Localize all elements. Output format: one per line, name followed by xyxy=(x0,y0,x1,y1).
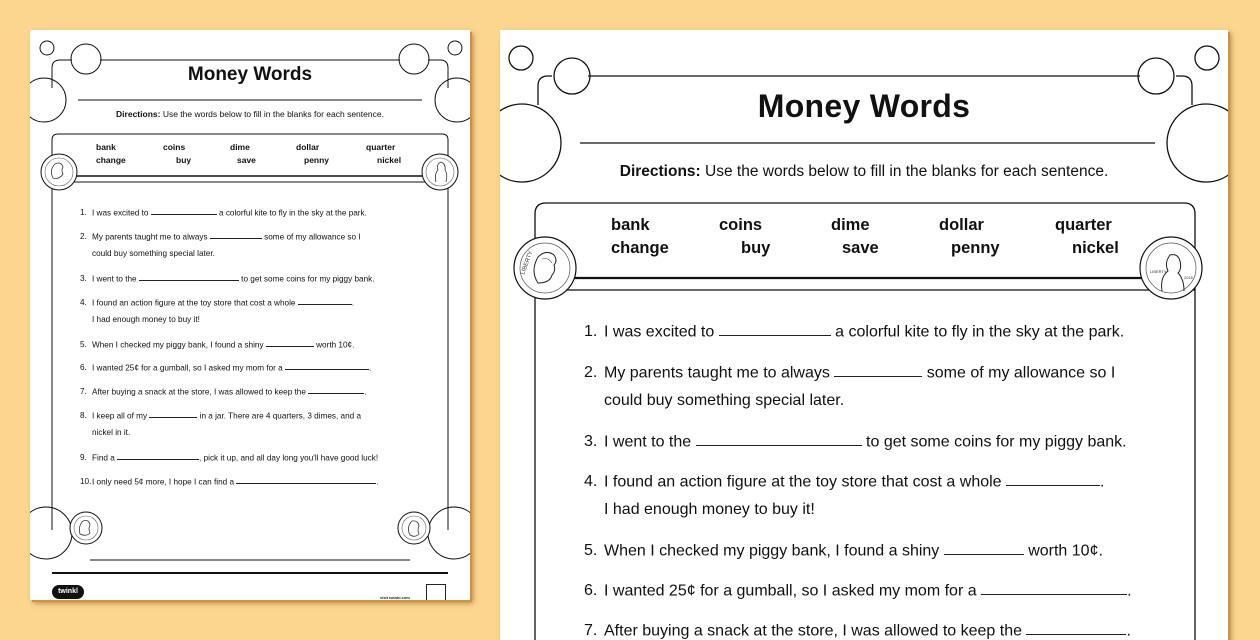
answer-blank[interactable] xyxy=(151,207,217,215)
answer-blank[interactable] xyxy=(210,231,262,239)
sentence-2-continuation: could buy something special later. xyxy=(92,249,215,258)
answer-blank[interactable] xyxy=(834,362,922,377)
sentence-4-continuation: I had enough money to buy it! xyxy=(92,315,200,324)
word-bank-item: dollar xyxy=(939,216,984,234)
worksheet-thumbnail xyxy=(30,30,470,600)
word-bank-item: buy xyxy=(176,155,192,165)
sentence-1: 1. I was excited to a colorful kite to fly in the sky at the park. xyxy=(80,208,367,218)
dime-coin-icon xyxy=(512,235,578,301)
word-bank-item: quarter xyxy=(366,142,396,152)
answer-blank[interactable] xyxy=(149,410,197,418)
quarter-coin-icon xyxy=(396,510,432,546)
directions-text: Directions: Use the words below to fill in the blanks for each sentence. xyxy=(619,163,1109,180)
word-bank-item: nickel xyxy=(377,155,402,165)
word-bank-item: save xyxy=(237,155,256,165)
word-bank-item: penny xyxy=(951,239,1000,257)
answer-blank[interactable] xyxy=(117,452,199,460)
nickel-coin-icon xyxy=(68,510,104,546)
word-bank-item: change xyxy=(96,155,126,165)
word-bank-item: penny xyxy=(304,155,330,165)
directions-text: Directions: Use the words below to fill in the blanks for each sentence. xyxy=(116,109,384,119)
sentence-8: 8. I keep all of my in a jar. There are 4 quarters, 3 dimes, and a xyxy=(80,411,362,421)
sentence-8-continuation: nickel in it. xyxy=(92,428,131,437)
sentence-10: 10.I only need 5¢ more, I hope I can find a . xyxy=(80,477,379,487)
sentence-5: 5. When I checked my piggy bank, I found a shiny worth 10¢. xyxy=(584,540,1103,560)
answer-blank[interactable] xyxy=(1026,620,1126,635)
svg-text:LIBERTY: LIBERTY xyxy=(1150,269,1167,274)
word-bank-item: quarter xyxy=(1055,216,1112,234)
answer-blank[interactable] xyxy=(696,431,862,446)
answer-blank[interactable] xyxy=(719,321,831,336)
answer-blank[interactable] xyxy=(139,273,239,281)
worksheet-title: Money Words xyxy=(187,64,313,85)
word-bank-item: coins xyxy=(163,142,186,152)
word-bank-item: bank xyxy=(96,142,116,152)
sentence-7: 7. After buying a snack at the store, I was allowed to keep the . xyxy=(80,387,367,397)
sentence-9: 9. Find a , pick it up, and all day long you'll have good luck! xyxy=(80,453,379,463)
sentence-2: 2. My parents taught me to always some of my allowance so I xyxy=(584,362,1115,382)
quality-badge-icon xyxy=(426,584,446,600)
answer-blank[interactable] xyxy=(298,297,352,305)
word-bank-item: bank xyxy=(611,216,650,234)
word-bank-item: save xyxy=(842,239,879,257)
word-bank-item: dime xyxy=(230,142,250,152)
sentence-4: 4. I found an action figure at the toy store that cost a whole . xyxy=(584,471,1104,491)
sentence-4: 4. I found an action figure at the toy store that cost a whole . xyxy=(80,298,355,308)
penny-coin-icon xyxy=(1138,235,1204,301)
sentence-7: 7. After buying a snack at the store, I was allowed to keep the . xyxy=(584,620,1131,640)
sentence-5: 5. When I checked my piggy bank, I found a shiny worth 10¢. xyxy=(80,340,355,350)
penny-coin-icon xyxy=(420,152,460,192)
worksheet-zoomed xyxy=(500,30,1228,640)
answer-blank[interactable] xyxy=(308,386,364,394)
sentence-2: 2. My parents taught me to always some of my allowance so I xyxy=(80,232,361,242)
answer-blank[interactable] xyxy=(944,540,1024,555)
sentence-1: 1. I was excited to a colorful kite to fly in the sky at the park. xyxy=(584,321,1124,341)
word-bank-item: dime xyxy=(831,216,870,234)
dime-coin-icon xyxy=(39,152,79,192)
answer-blank[interactable] xyxy=(1006,471,1100,486)
word-bank-item: coins xyxy=(719,216,763,234)
sentence-4-continuation: I had enough money to buy it! xyxy=(604,501,815,518)
svg-text:LIBERTY: LIBERTY xyxy=(520,250,535,276)
answer-blank[interactable] xyxy=(266,339,314,347)
sentence-2-continuation: could buy something special later. xyxy=(604,392,845,409)
sentence-3: 3. I went to the to get some coins for my piggy bank. xyxy=(80,274,375,284)
word-bank-item: buy xyxy=(741,239,771,257)
sentence-6: 6. I wanted 25¢ for a gumball, so I asked my mom for a . xyxy=(80,363,372,373)
footer-url: visit twinkl.com xyxy=(380,595,410,600)
sentence-6: 6. I wanted 25¢ for a gumball, so I asked my mom for a . xyxy=(584,580,1132,600)
answer-blank[interactable] xyxy=(981,580,1127,595)
svg-text:2016: 2016 xyxy=(1184,275,1193,280)
answer-blank[interactable] xyxy=(236,476,376,484)
word-bank-item: nickel xyxy=(1072,239,1119,257)
answer-blank[interactable] xyxy=(285,362,369,370)
twinkl-logo: twinkl xyxy=(52,585,84,599)
word-bank-item: dollar xyxy=(296,142,320,152)
worksheet-title: Money Words xyxy=(757,88,971,124)
sentence-3: 3. I went to the to get some coins for my piggy bank. xyxy=(584,431,1127,451)
word-bank-item: change xyxy=(611,239,669,257)
